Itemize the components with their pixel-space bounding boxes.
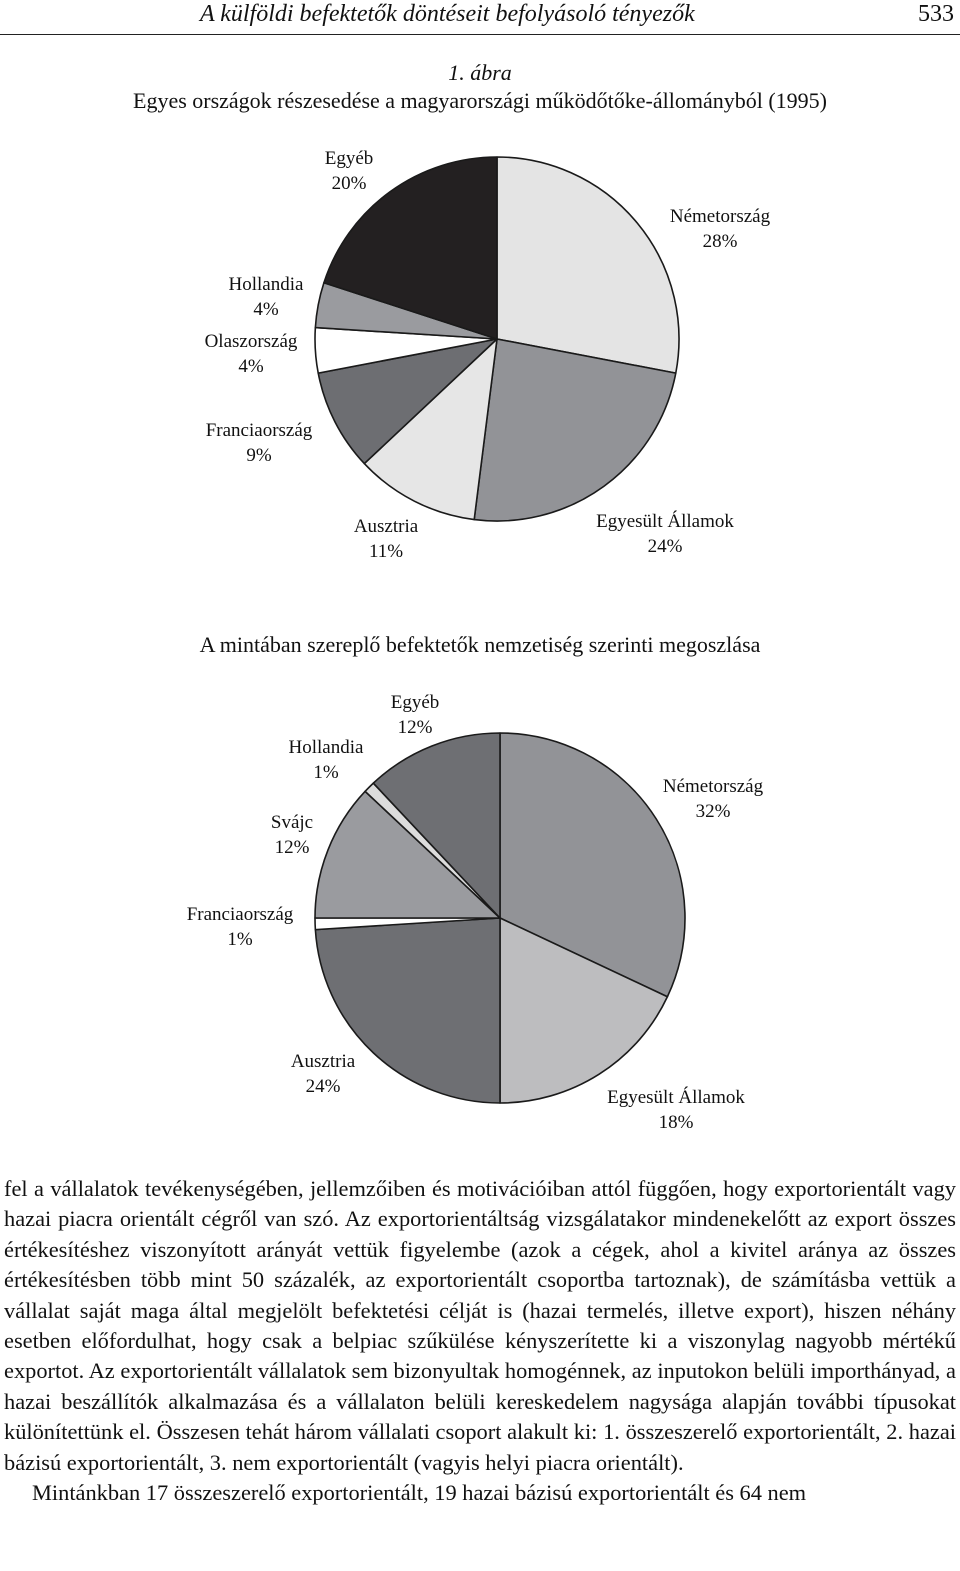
slice-label-svajc: Svájc 12% bbox=[270, 812, 314, 858]
slice-label-franciaorszag: Franciaország 9% bbox=[205, 420, 313, 466]
pie-slice-ausztria bbox=[315, 918, 500, 1103]
slice-label-ausztria: Ausztria 11% bbox=[353, 516, 419, 562]
slice-label-egyeb: Egyéb 12% bbox=[390, 692, 440, 738]
slice-label-egyeb: Egyéb 20% bbox=[324, 148, 374, 194]
slice-label-nemetorszag: Németország 32% bbox=[662, 776, 764, 822]
slice-label-olaszorszag: Olaszország 4% bbox=[204, 331, 298, 377]
slice-label-hollandia: Hollandia 4% bbox=[228, 274, 304, 320]
pie-chart-sample-nationality bbox=[0, 680, 960, 1140]
body-text bbox=[4, 1174, 956, 1508]
figure-subtitle: A mintában szereplő befektetők nemzetiség szerinti megoszlása bbox=[199, 632, 761, 657]
page-number: 533 bbox=[918, 1, 954, 27]
pie-slice-nemetorszag bbox=[497, 157, 679, 373]
paragraph-1: fel a vállalatok tevékenységében, jellemzőiben és motivációiban attól függően, hogy exportorientált vagy hazai piacra orientált cégről van szó. Az exportorientáltság vizsgálatakor mindenekelőtt az export összes értékesítéshez viszonyított arányát vettük figyelembe (azok a cégek, ahol a kivitel aránya az összes értékesítésben több mint 50 százalék, az exportorientált csoportba tartoznak), de számításba vettük a vállalat saját maga által megjelölt befektetési célját is (hazai termelés, illetve export), hiszen néhány esetben előfordulhat, hogy csak a belpiac szűkülése kényszerítette ki a viszonylag nagyobb mértékű exportot. Az exportorientált vállalatok sem bizonyultak homogénnek, az inputokon belüli importhányad, a hazai beszállítók alkalmazása és a vállalaton belüli kereskedelem nagysága alapján további típusokat különítettünk el. Összesen tehát három vállalati csoport alakult ki: 1. összeszerelő exportorientált, 2. hazai bázisú exportorientált, 3. nem exportorientált (vagyis helyi piacra orientált). bbox=[4, 1176, 956, 1475]
slice-label-nemetorszag: Németország 28% bbox=[669, 206, 771, 252]
slice-label-hollandia: Hollandia 1% bbox=[288, 737, 364, 783]
slice-label-egyesult-allamok: Egyesült Államok 18% bbox=[607, 1087, 745, 1133]
running-title: A külföldi befektetők döntéseit befolyásoló tényezők bbox=[200, 1, 695, 27]
slice-label-egyesult-allamok: Egyesült Államok 24% bbox=[596, 511, 734, 557]
paragraph-2: Mintánkban 17 összeszerelő exportorientált, 19 hazai bázisú exportorientált és 64 nem bbox=[32, 1480, 807, 1506]
figure-number: 1. ábra bbox=[448, 60, 512, 85]
pie-chart-fdi-stock bbox=[0, 130, 960, 580]
slice-label-ausztria: Ausztria 24% bbox=[290, 1051, 356, 1097]
running-header bbox=[0, 0, 960, 35]
figure-title: Egyes országok részesedése a magyarországi működőtőke-állományból (1995) bbox=[133, 88, 827, 113]
slice-label-franciaorszag: Franciaország 1% bbox=[186, 904, 294, 950]
